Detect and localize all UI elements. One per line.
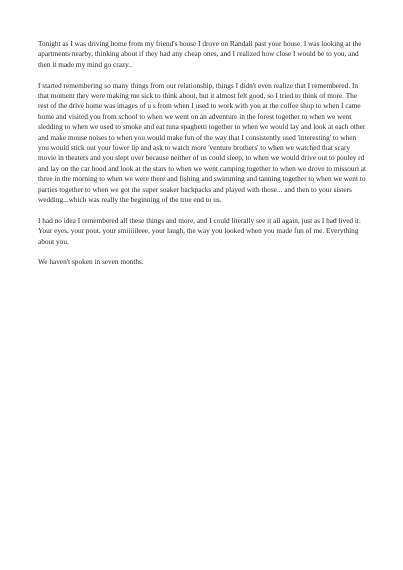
paragraph-1: Tonight as I was driving home from my friend's house I drove on Randall past your house. I was looking at the apartments nearby, thinking about if they had any cheap ones, and I realized how close I would be to you, and then it made my mind go crazy.. [38, 39, 362, 69]
paragraph-4: We haven't spoken in seven months. [38, 257, 144, 267]
paragraph-2: I started remembering so many things from our relationship, things I didn't even realize that I remembered. In that moment they were making me sick to think about, but it almost felt good, so I tried to think of more. The rest of the drive home was images of u s from when I used to work with you at the coffee shop to when I came home and visited you from school to when we went on an adventure in the forest together to when we went sledding to when we used to smoke and eat tuna spaghetti together to when we would lay and look at each other and make mouse noises to when you would make fun of the way that I consistently used 'interesting' to when you would stick out your lower lip and ask to watch more 'venture brothers' to when we watched that scary movie in theaters and you slept over because neither of us could sleep, to when we would drive out to pouley rd and lay on the car hood and look at the stars to when we went camping together to when we drove to missouri at three in the morning to when we were there and fishing and swimming and tanning together to when we went to parties together to when we got the super soaker backpacks and played with those... and then to your sisters wedding...which was really the beginning of the true end to us. [38, 80, 367, 205]
paragraph-3: I had no idea I remembered all these things and more, and I could literally see it all again, just as I had lived it. Your eyes, your pout, your smiiiiileee, your laugh, the way you looked when you made fun of me. Everything about you. [38, 215, 361, 246]
document-body [38, 39, 368, 278]
